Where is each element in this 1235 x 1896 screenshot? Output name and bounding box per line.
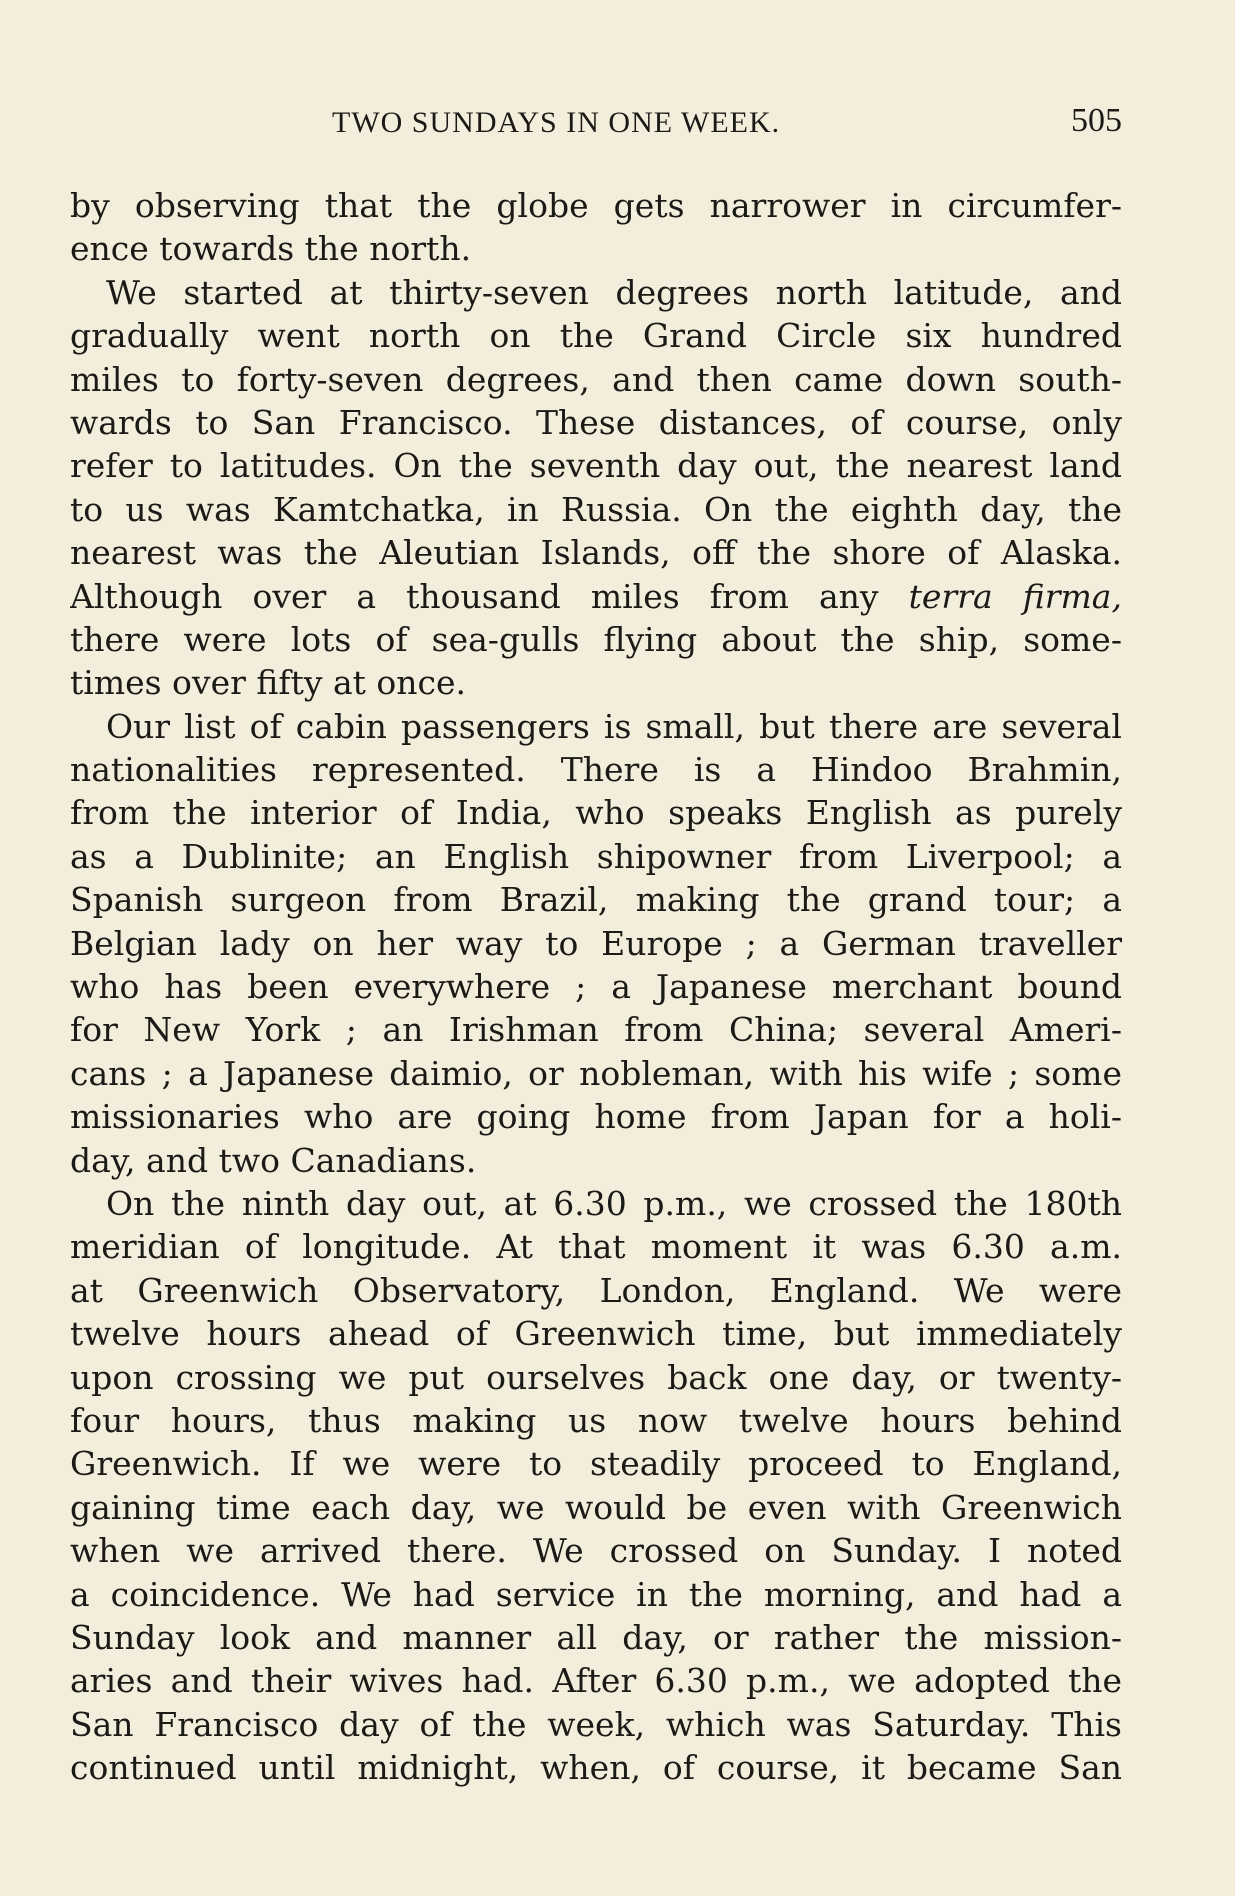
text-fragment: Although over a thousand miles from any: [70, 576, 879, 616]
italic-phrase: terra firma,: [908, 576, 1122, 616]
text-line: nationalities represented. There is a Hindoo Brahmin,: [70, 750, 1122, 790]
text-line: gradually went north on the Grand Circle six hundred: [70, 316, 1122, 356]
text-line: aries and their wives had. After 6.30 p.m., we adopted the: [70, 1661, 1122, 1701]
text-line: ence towards the north.: [70, 229, 472, 269]
text-line: refer to latitudes. On the seventh day out, the nearest land: [70, 446, 1122, 486]
text-line: Spanish surgeon from Brazil, making the grand tour; a: [70, 880, 1122, 920]
text-line: Sunday look and manner all day, or rather the mission-: [70, 1617, 1122, 1657]
text-line: times over fifty at once.: [70, 663, 467, 703]
text-line: at Greenwich Observatory, London, England. We were: [70, 1270, 1122, 1310]
text-line: by observing that the globe gets narrower in circumfer-: [70, 186, 1122, 225]
text-line: meridian of longitude. At that moment it was 6.30 a.m.: [70, 1227, 1122, 1267]
text-line: four hours, thus making us now twelve hours behind: [70, 1400, 1122, 1440]
text-line: continued until midnight, when, of course, it became San: [70, 1748, 1122, 1788]
text-line: twelve hours ahead of Greenwich time, but immediately: [70, 1314, 1122, 1354]
paragraph-start-line: On the ninth day out, at 6.30 p.m., we crossed the 180th: [106, 1183, 1122, 1223]
text-line: who has been everywhere ; a Japanese merchant bound: [70, 967, 1122, 1007]
text-line: from the interior of India, who speaks English as purely: [70, 793, 1122, 833]
text-line: a coincidence. We had service in the morning, and had a: [70, 1574, 1122, 1614]
text-line: upon crossing we put ourselves back one day, or twenty-: [70, 1357, 1122, 1397]
text-line-with-italic: [70, 575, 1122, 618]
text-line: day, and two Canadians.: [70, 1140, 477, 1180]
text-line: wards to San Francisco. These distances, of course, only: [70, 402, 1122, 442]
text-line: Belgian lady on her way to Europe ; a German traveller: [70, 923, 1122, 963]
paragraph-start-line: We started at thirty-seven degrees north latitude, and: [106, 272, 1122, 312]
text-line: when we arrived there. We crossed on Sunday. I noted: [70, 1531, 1122, 1571]
text-line: there were lots of sea-gulls flying about the ship, some-: [70, 619, 1122, 659]
text-line: gaining time each day, we would be even with Greenwich: [70, 1487, 1122, 1527]
text-line: to us was Kamtchatka, in Russia. On the eighth day, the: [70, 489, 1122, 529]
running-head: TWO SUNDAYS IN ONE WEEK.: [332, 106, 781, 139]
text-line: missionaries who are going home from Japan for a holi-: [70, 1097, 1122, 1137]
body-text: [70, 184, 1122, 1789]
text-line: as a Dublinite; an English shipowner from Liverpool; a: [70, 836, 1122, 876]
text-line: miles to forty-seven degrees, and then came down south-: [70, 359, 1122, 399]
text-line: Greenwich. If we were to steadily proceed to England,: [70, 1444, 1122, 1484]
page-header: [70, 102, 1122, 148]
text-line: for New York ; an Irishman from China; several Ameri-: [70, 1010, 1122, 1050]
text-line: nearest was the Aleutian Islands, off the shore of Alaska.: [70, 533, 1122, 573]
text-line: cans ; a Japanese daimio, or nobleman, with his wife ; some: [70, 1053, 1122, 1093]
paragraph-start-line: Our list of cabin passengers is small, but there are several: [106, 706, 1122, 746]
page-number: 505: [1071, 102, 1122, 139]
text-line: San Francisco day of the week, which was Saturday. This: [70, 1704, 1122, 1744]
